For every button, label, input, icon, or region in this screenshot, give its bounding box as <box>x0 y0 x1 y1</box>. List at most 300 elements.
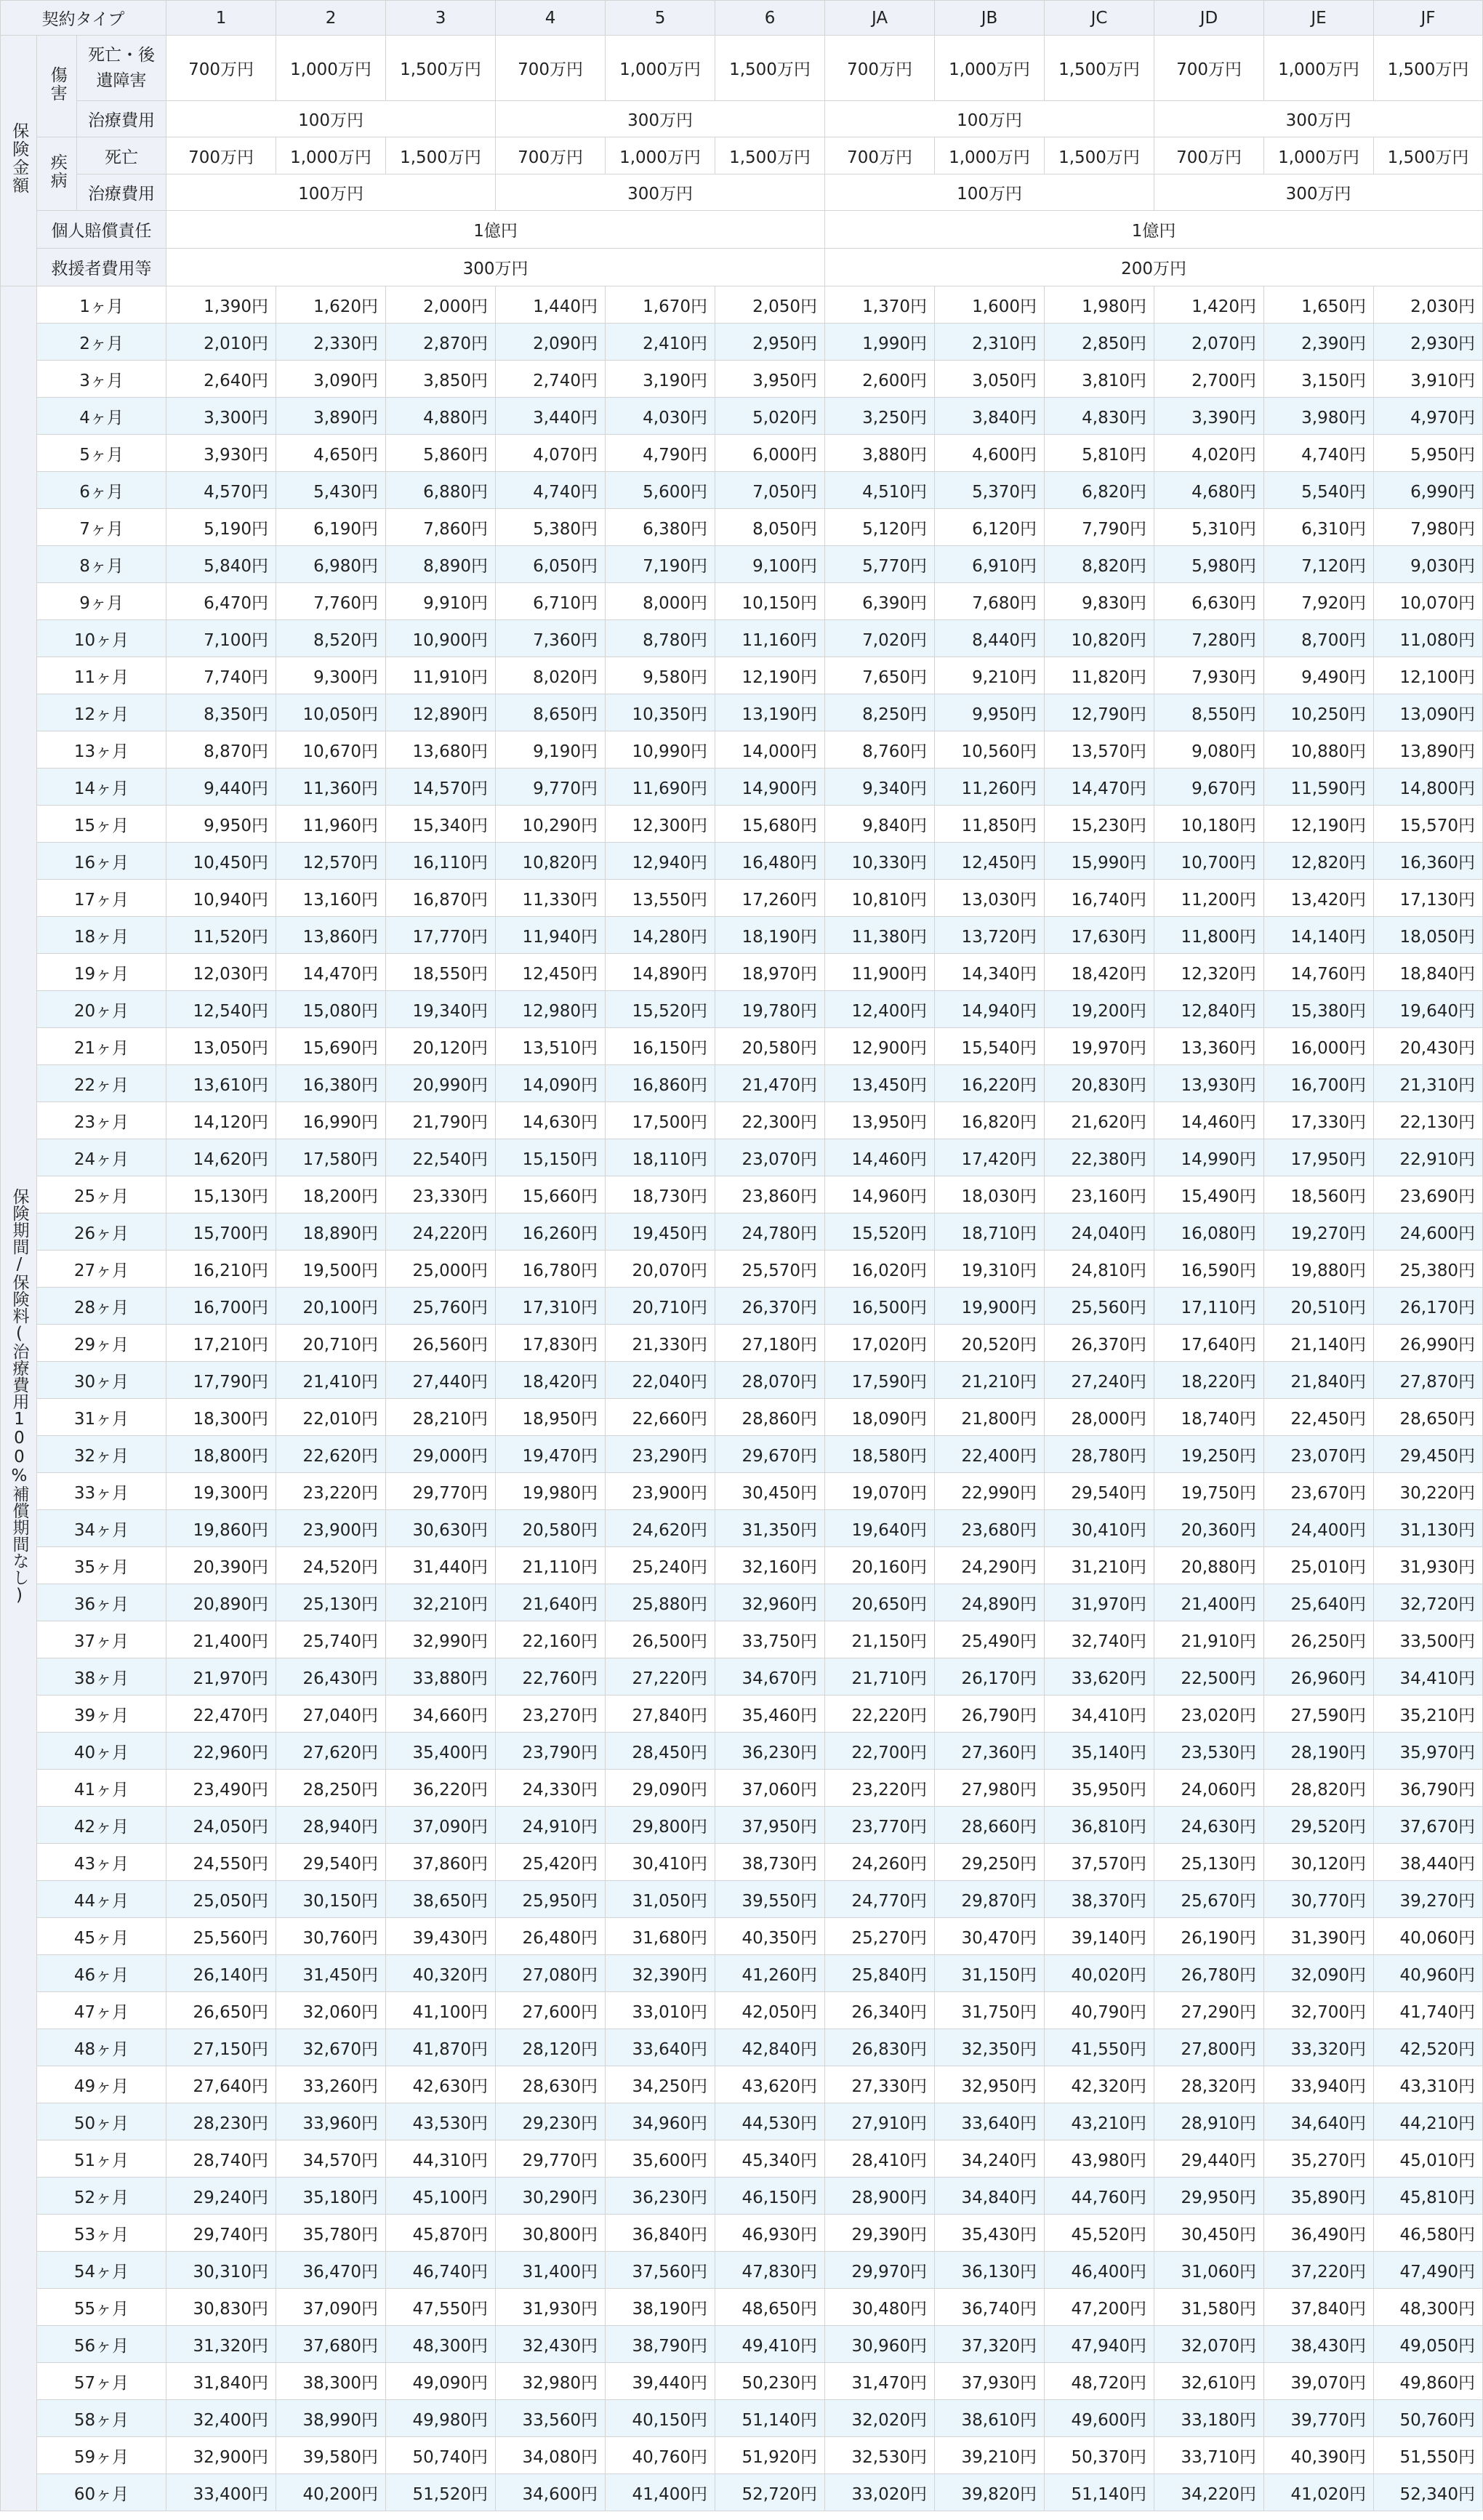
premium-cell: 23,220円 <box>276 1473 386 1510</box>
premium-cell: 12,900円 <box>825 1028 935 1065</box>
premium-cell: 10,180円 <box>1154 806 1264 843</box>
period-label: 14ヶ月 <box>37 769 166 806</box>
premium-cell: 18,090円 <box>825 1399 935 1436</box>
premium-cell: 30,470円 <box>935 1918 1045 1955</box>
premium-cell: 25,380円 <box>1374 1251 1483 1288</box>
premium-cell: 25,420円 <box>496 1844 606 1881</box>
premium-cell: 49,090円 <box>386 2363 496 2400</box>
period-label: 34ヶ月 <box>37 1510 166 1547</box>
premium-cell: 29,520円 <box>1264 1807 1374 1844</box>
premium-cell: 35,780円 <box>276 2215 386 2252</box>
premium-cell: 14,960円 <box>825 1176 935 1213</box>
premium-cell: 37,570円 <box>1045 1844 1154 1881</box>
premium-cell: 26,370円 <box>715 1288 825 1325</box>
injury-death-value: 1,000万円 <box>606 36 715 101</box>
premium-cell: 30,310円 <box>166 2252 276 2289</box>
premium-cell: 18,190円 <box>715 917 825 954</box>
premium-cell: 51,520円 <box>386 2474 496 2511</box>
premium-cell: 16,700円 <box>1264 1065 1374 1102</box>
premium-cell: 34,240円 <box>935 2140 1045 2178</box>
premium-cell: 19,470円 <box>496 1436 606 1473</box>
premium-cell: 20,510円 <box>1264 1288 1374 1325</box>
premium-cell: 29,090円 <box>606 1770 715 1807</box>
table-row <box>1 1770 1483 1807</box>
premium-cell: 22,470円 <box>166 1696 276 1733</box>
premium-cell: 22,010円 <box>276 1399 386 1436</box>
premium-cell: 17,260円 <box>715 880 825 917</box>
premium-cell: 10,450円 <box>166 843 276 880</box>
table-row <box>1 2363 1483 2400</box>
premium-cell: 25,130円 <box>276 1584 386 1621</box>
premium-cell: 20,710円 <box>606 1288 715 1325</box>
table-row <box>1 2289 1483 2326</box>
premium-cell: 3,050円 <box>935 361 1045 398</box>
premium-cell: 29,540円 <box>276 1844 386 1881</box>
premium-cell: 1,370円 <box>825 286 935 324</box>
type-header: 4 <box>496 1 606 36</box>
premium-cell: 21,620円 <box>1045 1102 1154 1139</box>
period-label: 50ヶ月 <box>37 2103 166 2140</box>
premium-cell: 17,640円 <box>1154 1325 1264 1362</box>
premium-cell: 33,320円 <box>1264 2029 1374 2066</box>
premium-cell: 23,070円 <box>1264 1436 1374 1473</box>
premium-cell: 19,250円 <box>1154 1436 1264 1473</box>
premium-cell: 3,090円 <box>276 361 386 398</box>
premium-cell: 26,650円 <box>166 1992 276 2029</box>
premium-cell: 38,370円 <box>1045 1881 1154 1918</box>
premium-cell: 21,640円 <box>496 1584 606 1621</box>
period-label: 51ヶ月 <box>37 2140 166 2178</box>
premium-cell: 2,950円 <box>715 324 825 361</box>
period-label: 3ヶ月 <box>37 361 166 398</box>
premium-cell: 22,380円 <box>1045 1139 1154 1176</box>
type-header: 6 <box>715 1 825 36</box>
premium-cell: 12,790円 <box>1045 694 1154 731</box>
premium-cell: 7,930円 <box>1154 657 1264 694</box>
table-row <box>1 1807 1483 1844</box>
premium-cell: 2,070円 <box>1154 324 1264 361</box>
premium-cell: 10,810円 <box>825 880 935 917</box>
premium-cell: 17,420円 <box>935 1139 1045 1176</box>
table-row <box>1 361 1483 398</box>
premium-cell: 35,460円 <box>715 1696 825 1733</box>
premium-cell: 23,070円 <box>715 1139 825 1176</box>
premium-cell: 28,450円 <box>606 1733 715 1770</box>
premium-cell: 46,150円 <box>715 2178 825 2215</box>
premium-cell: 33,940円 <box>1264 2066 1374 2103</box>
table-row <box>1 843 1483 880</box>
premium-cell: 2,050円 <box>715 286 825 324</box>
premium-cell: 26,780円 <box>1154 1955 1264 1992</box>
premium-cell: 27,290円 <box>1154 1992 1264 2029</box>
premium-cell: 26,830円 <box>825 2029 935 2066</box>
premium-cell: 31,400円 <box>496 2252 606 2289</box>
premium-cell: 25,670円 <box>1154 1881 1264 1918</box>
premium-cell: 10,330円 <box>825 843 935 880</box>
premium-cell: 31,930円 <box>1374 1547 1483 1584</box>
premium-cell: 14,940円 <box>935 991 1045 1028</box>
premium-cell: 15,150円 <box>496 1139 606 1176</box>
premium-cell: 4,790円 <box>606 435 715 472</box>
premium-cell: 32,070円 <box>1154 2326 1264 2363</box>
premium-cell: 31,440円 <box>386 1547 496 1584</box>
period-label: 12ヶ月 <box>37 694 166 731</box>
period-label: 58ヶ月 <box>37 2400 166 2437</box>
premium-cell: 27,870円 <box>1374 1362 1483 1399</box>
premium-cell: 23,020円 <box>1154 1696 1264 1733</box>
period-label: 32ヶ月 <box>37 1436 166 1473</box>
premium-cell: 28,940円 <box>276 1807 386 1844</box>
premium-cell: 51,140円 <box>1045 2474 1154 2511</box>
premium-cell: 42,840円 <box>715 2029 825 2066</box>
premium-cell: 23,860円 <box>715 1176 825 1213</box>
premium-cell: 6,910円 <box>935 546 1045 583</box>
illness-death-value: 700万円 <box>166 137 276 174</box>
table-row <box>1 2066 1483 2103</box>
illness-treatment-label: 治療費用 <box>77 174 166 211</box>
premium-cell: 9,300円 <box>276 657 386 694</box>
premium-cell: 23,790円 <box>496 1733 606 1770</box>
premium-cell: 22,700円 <box>825 1733 935 1770</box>
premium-cell: 8,760円 <box>825 731 935 769</box>
premium-cell: 22,160円 <box>496 1621 606 1658</box>
premium-cell: 37,560円 <box>606 2252 715 2289</box>
premium-cell: 2,330円 <box>276 324 386 361</box>
premium-cell: 49,860円 <box>1374 2363 1483 2400</box>
premium-cell: 30,630円 <box>386 1510 496 1547</box>
table-row <box>1 2400 1483 2437</box>
table-row <box>1 2215 1483 2252</box>
premium-cell: 7,980円 <box>1374 509 1483 546</box>
premium-cell: 19,860円 <box>166 1510 276 1547</box>
premium-cell: 43,620円 <box>715 2066 825 2103</box>
table-row <box>1 1028 1483 1065</box>
premium-cell: 43,210円 <box>1045 2103 1154 2140</box>
premium-cell: 32,740円 <box>1045 1621 1154 1658</box>
premium-cell: 26,430円 <box>276 1658 386 1696</box>
premium-cell: 6,880円 <box>386 472 496 509</box>
period-label: 41ヶ月 <box>37 1770 166 1807</box>
premium-cell: 31,930円 <box>496 2289 606 2326</box>
premium-cell: 28,860円 <box>715 1399 825 1436</box>
premium-cell: 32,350円 <box>935 2029 1045 2066</box>
premium-cell: 35,600円 <box>606 2140 715 2178</box>
table-row <box>1 880 1483 917</box>
premium-cell: 18,050円 <box>1374 917 1483 954</box>
period-label: 25ヶ月 <box>37 1176 166 1213</box>
table-row <box>1 2437 1483 2474</box>
premium-cell: 9,210円 <box>935 657 1045 694</box>
premium-cell: 48,300円 <box>1374 2289 1483 2326</box>
premium-cell: 23,670円 <box>1264 1473 1374 1510</box>
premium-cell: 26,170円 <box>1374 1288 1483 1325</box>
premium-cell: 11,160円 <box>715 620 825 657</box>
table-row <box>1 435 1483 472</box>
premium-cell: 52,340円 <box>1374 2474 1483 2511</box>
premium-cell: 11,200円 <box>1154 880 1264 917</box>
premium-cell: 18,580円 <box>825 1436 935 1473</box>
premium-cell: 21,790円 <box>386 1102 496 1139</box>
premium-cell: 7,020円 <box>825 620 935 657</box>
premium-cell: 2,740円 <box>496 361 606 398</box>
premium-cell: 4,880円 <box>386 398 496 435</box>
premium-cell: 34,640円 <box>1264 2103 1374 2140</box>
premium-cell: 13,610円 <box>166 1065 276 1102</box>
premium-cell: 7,050円 <box>715 472 825 509</box>
premium-cell: 31,450円 <box>276 1955 386 1992</box>
premium-cell: 8,700円 <box>1264 620 1374 657</box>
premium-cell: 40,390円 <box>1264 2437 1374 2474</box>
premium-cell: 21,400円 <box>166 1621 276 1658</box>
premium-cell: 15,680円 <box>715 806 825 843</box>
premium-cell: 11,900円 <box>825 954 935 991</box>
period-label: 44ヶ月 <box>37 1881 166 1918</box>
premium-cell: 7,860円 <box>386 509 496 546</box>
period-label: 27ヶ月 <box>37 1251 166 1288</box>
premium-cell: 24,780円 <box>715 1213 825 1251</box>
premium-cell: 18,740円 <box>1154 1399 1264 1436</box>
premium-cell: 7,190円 <box>606 546 715 583</box>
premium-cell: 15,990円 <box>1045 843 1154 880</box>
period-label: 7ヶ月 <box>37 509 166 546</box>
premium-cell: 6,470円 <box>166 583 276 620</box>
premium-cell: 5,190円 <box>166 509 276 546</box>
premium-cell: 16,210円 <box>166 1251 276 1288</box>
premium-cell: 2,090円 <box>496 324 606 361</box>
premium-cell: 15,690円 <box>276 1028 386 1065</box>
premium-cell: 18,110円 <box>606 1139 715 1176</box>
injury-treatment-value: 300万円 <box>1154 101 1483 137</box>
premium-cell: 47,200円 <box>1045 2289 1154 2326</box>
premium-cell: 34,570円 <box>276 2140 386 2178</box>
premium-cell: 51,550円 <box>1374 2437 1483 2474</box>
premium-cell: 33,640円 <box>935 2103 1045 2140</box>
premium-cell: 29,250円 <box>935 1844 1045 1881</box>
premium-cell: 24,520円 <box>276 1547 386 1584</box>
premium-cell: 28,210円 <box>386 1399 496 1436</box>
premium-cell: 24,330円 <box>496 1770 606 1807</box>
premium-cell: 25,760円 <box>386 1288 496 1325</box>
type-header: JA <box>825 1 935 36</box>
premium-cell: 23,330円 <box>386 1176 496 1213</box>
period-label: 2ヶ月 <box>37 324 166 361</box>
premium-cell: 14,340円 <box>935 954 1045 991</box>
premium-cell: 37,060円 <box>715 1770 825 1807</box>
premium-cell: 17,830円 <box>496 1325 606 1362</box>
premium-cell: 16,700円 <box>166 1288 276 1325</box>
premium-cell: 4,570円 <box>166 472 276 509</box>
premium-cell: 7,120円 <box>1264 546 1374 583</box>
premium-cell: 15,700円 <box>166 1213 276 1251</box>
table-row <box>1 1213 1483 1251</box>
premium-cell: 34,960円 <box>606 2103 715 2140</box>
illness-death-value: 700万円 <box>825 137 935 174</box>
premium-cell: 43,310円 <box>1374 2066 1483 2103</box>
premium-cell: 32,020円 <box>825 2400 935 2437</box>
premium-cell: 33,750円 <box>715 1621 825 1658</box>
premium-cell: 6,000円 <box>715 435 825 472</box>
premium-cell: 31,680円 <box>606 1918 715 1955</box>
premium-cell: 11,800円 <box>1154 917 1264 954</box>
premium-cell: 12,400円 <box>825 991 935 1028</box>
premium-cell: 25,560円 <box>166 1918 276 1955</box>
premium-cell: 28,910円 <box>1154 2103 1264 2140</box>
premium-cell: 12,030円 <box>166 954 276 991</box>
table-row <box>1 2103 1483 2140</box>
premium-cell: 47,490円 <box>1374 2252 1483 2289</box>
liability-value: 1億円 <box>825 211 1483 249</box>
premium-cell: 33,560円 <box>496 2400 606 2437</box>
premium-cell: 32,900円 <box>166 2437 276 2474</box>
premium-cell: 27,910円 <box>825 2103 935 2140</box>
premium-cell: 13,090円 <box>1374 694 1483 731</box>
premium-cell: 29,950円 <box>1154 2178 1264 2215</box>
premium-cell: 12,980円 <box>496 991 606 1028</box>
premium-cell: 33,960円 <box>276 2103 386 2140</box>
premium-cell: 26,990円 <box>1374 1325 1483 1362</box>
premium-cell: 14,090円 <box>496 1065 606 1102</box>
premium-cell: 28,780円 <box>1045 1436 1154 1473</box>
injury-death-value: 700万円 <box>1154 36 1264 101</box>
premium-cell: 47,550円 <box>386 2289 496 2326</box>
coverage-amount-label: 保険金額 <box>1 36 37 286</box>
premium-cell: 33,260円 <box>276 2066 386 2103</box>
premium-cell: 37,090円 <box>386 1807 496 1844</box>
premium-cell: 19,900円 <box>935 1288 1045 1325</box>
premium-cell: 26,340円 <box>825 1992 935 2029</box>
premium-cell: 14,900円 <box>715 769 825 806</box>
premium-cell: 4,600円 <box>935 435 1045 472</box>
injury-death-value: 700万円 <box>166 36 276 101</box>
premium-cell: 5,540円 <box>1264 472 1374 509</box>
premium-cell: 13,450円 <box>825 1065 935 1102</box>
premium-cell: 30,800円 <box>496 2215 606 2252</box>
premium-cell: 30,410円 <box>606 1844 715 1881</box>
premium-cell: 4,830円 <box>1045 398 1154 435</box>
premium-cell: 35,430円 <box>935 2215 1045 2252</box>
table-row <box>1 2252 1483 2289</box>
type-header: JF <box>1374 1 1483 36</box>
premium-cell: 3,850円 <box>386 361 496 398</box>
liability-row <box>1 211 1483 249</box>
table-row <box>1 1918 1483 1955</box>
premium-cell: 9,670円 <box>1154 769 1264 806</box>
period-label: 24ヶ月 <box>37 1139 166 1176</box>
premium-cell: 3,250円 <box>825 398 935 435</box>
premium-cell: 43,530円 <box>386 2103 496 2140</box>
illness-death-value: 1,500万円 <box>386 137 496 174</box>
premium-cell: 32,060円 <box>276 1992 386 2029</box>
period-label: 16ヶ月 <box>37 843 166 880</box>
premium-cell: 11,590円 <box>1264 769 1374 806</box>
premium-cell: 16,260円 <box>496 1213 606 1251</box>
premium-cell: 40,960円 <box>1374 1955 1483 1992</box>
premium-cell: 1,420円 <box>1154 286 1264 324</box>
premium-cell: 13,030円 <box>935 880 1045 917</box>
period-label: 40ヶ月 <box>37 1733 166 1770</box>
premium-cell: 3,300円 <box>166 398 276 435</box>
premium-cell: 46,930円 <box>715 2215 825 2252</box>
premium-cell: 19,200円 <box>1045 991 1154 1028</box>
premium-cell: 9,830円 <box>1045 583 1154 620</box>
premium-cell: 33,500円 <box>1374 1621 1483 1658</box>
premium-cell: 35,180円 <box>276 2178 386 2215</box>
injury-death-value: 1,000万円 <box>1264 36 1374 101</box>
premium-cell: 36,740円 <box>935 2289 1045 2326</box>
premium-cell: 37,930円 <box>935 2363 1045 2400</box>
injury-death-value: 700万円 <box>496 36 606 101</box>
premium-cell: 26,190円 <box>1154 1918 1264 1955</box>
premium-cell: 21,140円 <box>1264 1325 1374 1362</box>
premium-cell: 6,120円 <box>935 509 1045 546</box>
premium-cell: 3,150円 <box>1264 361 1374 398</box>
premium-cell: 38,610円 <box>935 2400 1045 2437</box>
premium-cell: 10,900円 <box>386 620 496 657</box>
premium-cell: 11,910円 <box>386 657 496 694</box>
premium-cell: 14,120円 <box>166 1102 276 1139</box>
premium-cell: 21,410円 <box>276 1362 386 1399</box>
table-row <box>1 1844 1483 1881</box>
premium-cell: 27,590円 <box>1264 1696 1374 1733</box>
premium-cell: 9,770円 <box>496 769 606 806</box>
illness-death-value: 1,000万円 <box>935 137 1045 174</box>
premium-cell: 2,030円 <box>1374 286 1483 324</box>
premium-cell: 13,720円 <box>935 917 1045 954</box>
table-row <box>1 694 1483 731</box>
table-row <box>1 509 1483 546</box>
premium-cell: 20,100円 <box>276 1288 386 1325</box>
premium-cell: 13,680円 <box>386 731 496 769</box>
premium-cell: 3,930円 <box>166 435 276 472</box>
table-row <box>1 1102 1483 1139</box>
table-row <box>1 1362 1483 1399</box>
premium-cell: 14,630円 <box>496 1102 606 1139</box>
premium-cell: 20,520円 <box>935 1325 1045 1362</box>
premium-cell: 19,640円 <box>825 1510 935 1547</box>
liability-label: 個人賠償責任 <box>37 211 166 249</box>
premium-cell: 26,790円 <box>935 1696 1045 1733</box>
premium-cell: 4,020円 <box>1154 435 1264 472</box>
premium-cell: 8,650円 <box>496 694 606 731</box>
table-row <box>1 657 1483 694</box>
illness-treatment-row <box>1 174 1483 211</box>
period-label: 1ヶ月 <box>37 286 166 324</box>
premium-cell: 11,380円 <box>825 917 935 954</box>
premium-cell: 25,950円 <box>496 1881 606 1918</box>
premium-cell: 18,220円 <box>1154 1362 1264 1399</box>
premium-cell: 10,700円 <box>1154 843 1264 880</box>
premium-cell: 41,100円 <box>386 1992 496 2029</box>
premium-cell: 6,310円 <box>1264 509 1374 546</box>
injury-death-value: 1,500万円 <box>386 36 496 101</box>
premium-cell: 14,990円 <box>1154 1139 1264 1176</box>
table-row <box>1 1621 1483 1658</box>
premium-cell: 49,600円 <box>1045 2400 1154 2437</box>
premium-cell: 19,070円 <box>825 1473 935 1510</box>
premium-cell: 2,850円 <box>1045 324 1154 361</box>
table-row <box>1 1547 1483 1584</box>
premium-cell: 18,730円 <box>606 1176 715 1213</box>
premium-cell: 24,600円 <box>1374 1213 1483 1251</box>
period-label: 54ヶ月 <box>37 2252 166 2289</box>
premium-cell: 21,400円 <box>1154 1584 1264 1621</box>
premium-cell: 18,800円 <box>166 1436 276 1473</box>
premium-cell: 14,570円 <box>386 769 496 806</box>
premium-cell: 23,490円 <box>166 1770 276 1807</box>
premium-cell: 20,160円 <box>825 1547 935 1584</box>
premium-cell: 14,470円 <box>1045 769 1154 806</box>
premium-cell: 27,240円 <box>1045 1362 1154 1399</box>
